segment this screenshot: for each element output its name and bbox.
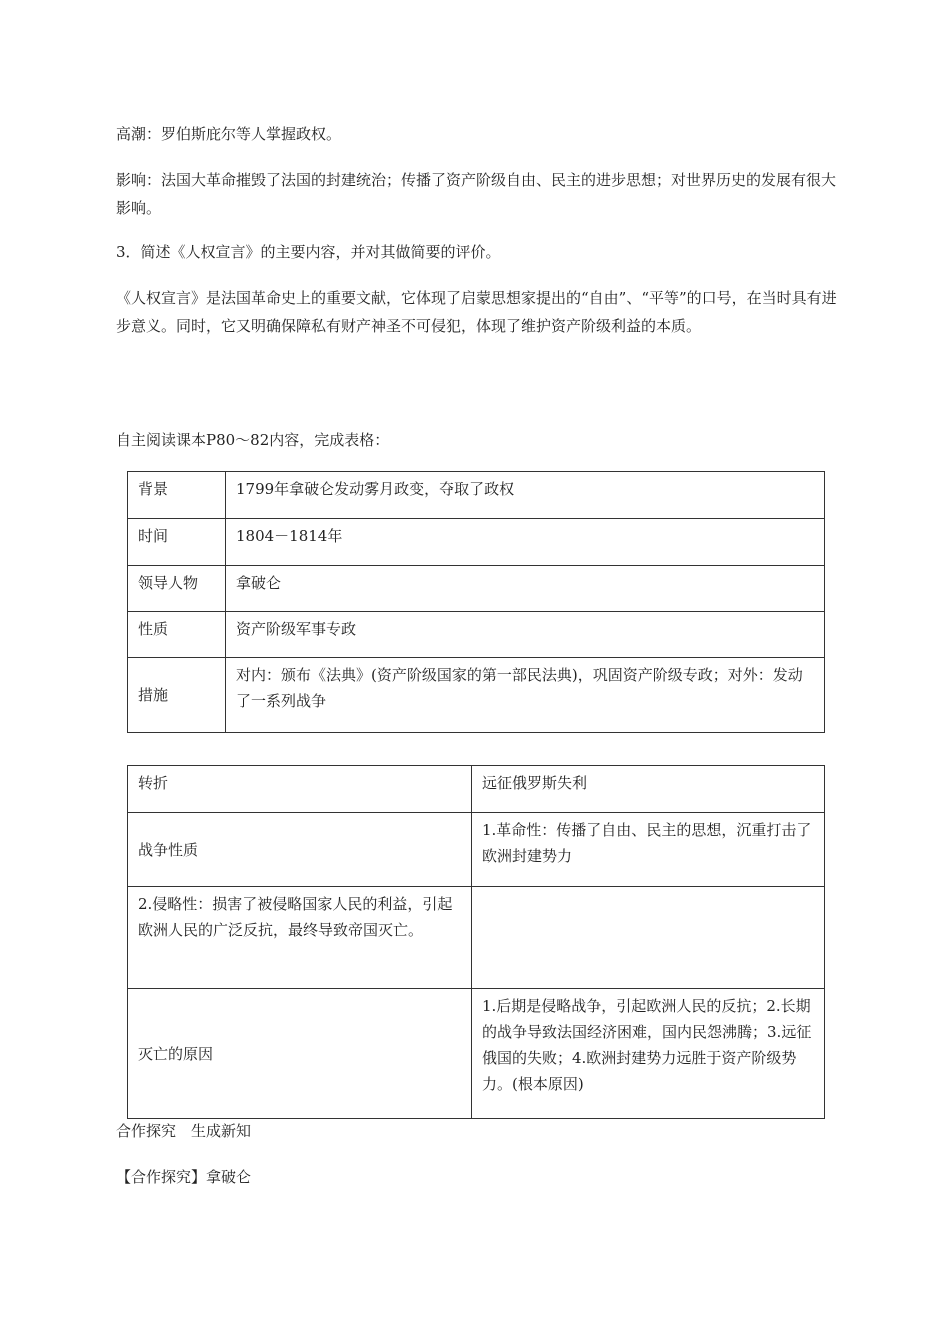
table2-left-aggression: 2.侵略性：损害了被侵略国家人民的利益，引起欧洲人民的广泛反抗，最终导致帝国灭亡。 bbox=[128, 887, 472, 989]
table1-value-background: 1799年拿破仑发动雾月政变，夺取了政权 bbox=[226, 472, 825, 519]
table1-label-time: 时间 bbox=[128, 519, 226, 566]
table1-value-time: 1804－1814年 bbox=[226, 519, 825, 566]
table1-label-nature: 性质 bbox=[128, 612, 226, 658]
question-3: 3．简述《人权宣言》的主要内容，并对其做简要的评价。 bbox=[116, 243, 501, 261]
answer-3: 《人权宣言》是法国革命史上的重要文献，它体现了启蒙思想家提出的“自由”、“平等”的口号，在当时具有进步意义。同时，它又明确保障私有财产神圣不可侵犯，体现了维护资产阶级利益的本质。 bbox=[116, 289, 837, 335]
subsection-heading: 【合作探究】拿破仑 bbox=[116, 1168, 252, 1186]
table2-right-collapse-reasons: 1.后期是侵略战争，引起欧洲人民的反抗；2.长期的战争导致法国经济困难，国内民怨沸腾；3.远征俄国的失败；4.欧洲封建势力远胜于资产阶级势力。(根本原因) bbox=[472, 989, 825, 1119]
table1-label-measures: 措施 bbox=[128, 658, 226, 733]
table1-value-leader: 拿破仑 bbox=[226, 566, 825, 612]
paragraph-yingxiang: 影响：法国大革命摧毁了法国的封建统治；传播了资产阶级自由、民主的进步思想；对世界历史的发展有很大影响。 bbox=[116, 171, 837, 217]
table2-left-collapse-reasons: 灭亡的原因 bbox=[128, 989, 472, 1119]
table2-right-turning-point: 远征俄罗斯失利 bbox=[472, 766, 825, 813]
section-heading: 合作探究 生成新知 bbox=[116, 1122, 252, 1140]
table2-right-aggression bbox=[472, 887, 825, 989]
napoleon-info-table bbox=[127, 471, 825, 733]
table1-value-nature: 资产阶级军事专政 bbox=[226, 612, 825, 658]
napoleon-war-table bbox=[127, 765, 825, 1119]
reading-instruction: 自主阅读课本P80～82内容，完成表格： bbox=[116, 431, 390, 449]
table2-right-war-nature: 1.革命性：传播了自由、民主的思想，沉重打击了欧洲封建势力 bbox=[472, 813, 825, 887]
table1-label-background: 背景 bbox=[128, 472, 226, 519]
table2-left-turning-point: 转折 bbox=[128, 766, 472, 813]
table1-label-leader: 领导人物 bbox=[128, 566, 226, 612]
paragraph-gaochao: 高潮：罗伯斯庇尔等人掌握政权。 bbox=[116, 125, 342, 143]
table2-left-war-nature: 战争性质 bbox=[128, 813, 472, 887]
table1-value-measures: 对内：颁布《法典》(资产阶级国家的第一部民法典)，巩固资产阶级专政；对外：发动了一系列战争 bbox=[226, 658, 825, 733]
